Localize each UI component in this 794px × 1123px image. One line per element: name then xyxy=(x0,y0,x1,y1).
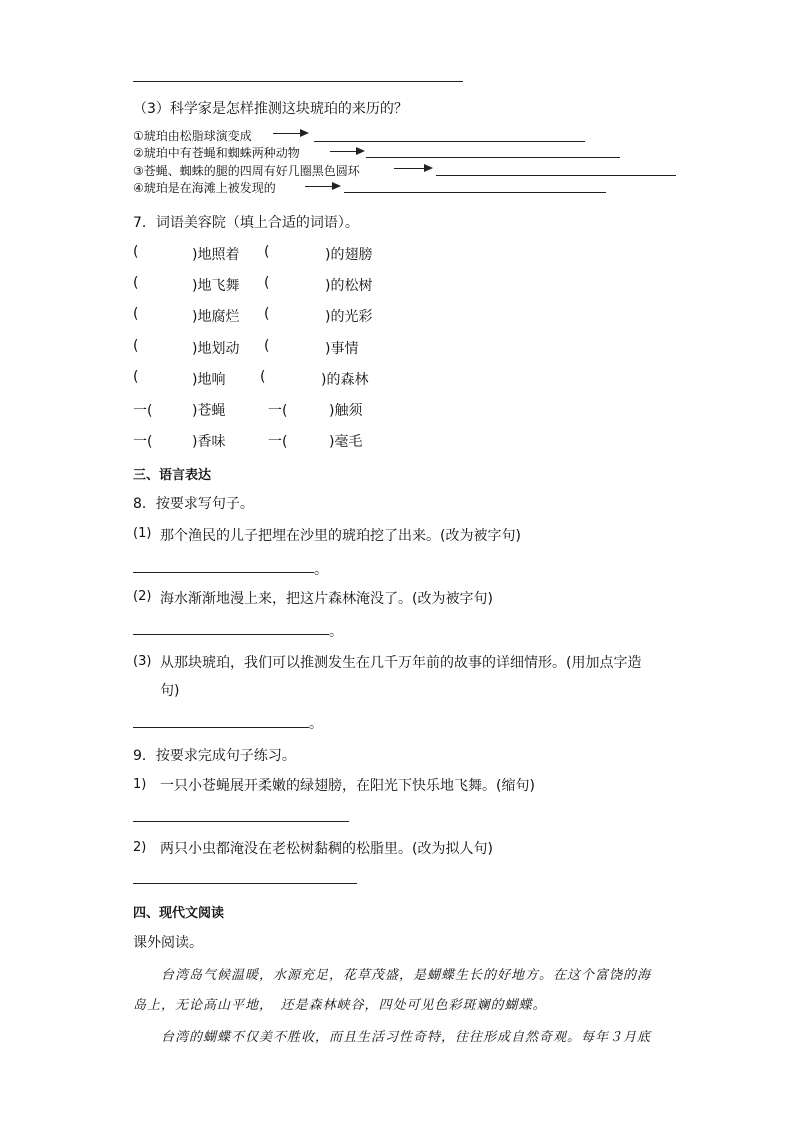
period-mark: 。 xyxy=(329,624,343,640)
reading-line-2: 岛上，无论高山平地， 还是森林峡谷，四处可见色彩斑斓的蝴蝶。 xyxy=(133,998,547,1013)
answer-line-q9-1[interactable] xyxy=(133,821,349,822)
q8-heading: 8．按要求写句子。 xyxy=(133,496,254,512)
blank-open[interactable]: ( xyxy=(260,369,266,385)
q3-item-2: ②琥珀中有苍蝇和蜘蛛两种动物 xyxy=(133,146,300,160)
answer-line-q3-2[interactable] xyxy=(366,157,620,158)
q9-item-2-num: 2) xyxy=(133,840,147,855)
word-item: )香味 xyxy=(192,434,226,450)
word-item: )毫毛 xyxy=(329,434,363,450)
word-item: )地响 xyxy=(192,372,226,388)
q8-item-1-num: (1) xyxy=(133,526,152,541)
blank-open[interactable]: 一( xyxy=(268,403,288,419)
answer-line-q8-1[interactable] xyxy=(133,572,314,573)
blank-open[interactable]: ( xyxy=(133,338,139,354)
q3-item-3: ③苍蝇、蜘蛛的腿的四周有好几圈黑色圆环 xyxy=(133,164,360,178)
q7-heading: 7．词语美容院（填上合适的词语）。 xyxy=(133,215,359,231)
arrow-icon xyxy=(330,151,363,152)
word-item: )地飞舞 xyxy=(192,278,240,294)
word-item: )的松树 xyxy=(325,278,373,294)
blank-open[interactable]: ( xyxy=(133,244,139,260)
answer-line-q8-2[interactable] xyxy=(133,634,329,635)
q9-item-1-text: 一只小苍蝇展开柔嫩的绿翅膀，在阳光下快乐地飞舞。(缩句) xyxy=(160,778,535,794)
blank-open[interactable]: ( xyxy=(264,306,270,322)
blank-open[interactable]: 一( xyxy=(268,434,288,450)
q8-item-3-num: (3) xyxy=(133,654,152,669)
blank-open[interactable]: ( xyxy=(133,275,139,291)
q3-item-4: ④琥珀是在海滩上被发现的 xyxy=(133,181,276,195)
word-item: )地腐烂 xyxy=(192,309,240,325)
word-item: )地照着 xyxy=(192,247,240,263)
q8-item-2-num: (2) xyxy=(133,589,152,604)
blank-open[interactable]: ( xyxy=(264,244,270,260)
word-item: )的森林 xyxy=(321,372,369,388)
word-item: )地划动 xyxy=(192,341,240,357)
q8-item-3-text: 从那块琥珀，我们可以推测发生在几千万年前的故事的详细情形。(用加点字造 xyxy=(160,655,642,671)
section-4-heading: 四、现代文阅读 xyxy=(133,906,225,921)
q3-item-1: ①琥珀由松脂球演变成 xyxy=(133,129,252,143)
q9-heading: 9．按要求完成句子练习。 xyxy=(133,748,296,764)
answer-line-q8-3[interactable] xyxy=(133,727,309,728)
answer-line-q3-3[interactable] xyxy=(436,175,676,176)
blank-open[interactable]: 一( xyxy=(133,403,153,419)
blank-open[interactable]: ( xyxy=(264,275,270,291)
blank-open[interactable]: 一( xyxy=(133,434,153,450)
blank-open[interactable]: ( xyxy=(264,338,270,354)
word-item: )苍蝇 xyxy=(192,403,226,419)
word-item: )的翅膀 xyxy=(325,247,373,263)
arrow-icon xyxy=(394,168,431,169)
arrow-icon xyxy=(273,133,307,134)
q9-item-1-num: 1) xyxy=(133,777,147,792)
section-3-heading: 三、语言表达 xyxy=(133,468,212,483)
arrow-icon xyxy=(305,186,339,187)
word-item: )触须 xyxy=(329,403,363,419)
q8-item-2-text: 海水渐渐地漫上来，把这片森林淹没了。(改为被字句) xyxy=(160,591,493,607)
q8-item-1-text: 那个渔民的儿子把埋在沙里的琥珀挖了出来。(改为被字句) xyxy=(160,528,521,544)
period-mark: 。 xyxy=(309,716,323,732)
answer-line-q9-2[interactable] xyxy=(133,883,357,884)
word-item: )的光彩 xyxy=(325,309,373,325)
reading-intro: 课外阅读。 xyxy=(133,935,203,951)
q8-item-3-cont: 句) xyxy=(160,683,180,699)
answer-line-top[interactable] xyxy=(133,81,463,82)
blank-open[interactable]: ( xyxy=(133,306,139,322)
q3-heading: （3）科学家是怎样推测这块琥珀的来历的？ xyxy=(133,101,408,117)
q9-item-2-text: 两只小虫都淹没在老松树黏稠的松脂里。(改为拟人句) xyxy=(160,841,493,857)
period-mark: 。 xyxy=(314,562,328,578)
reading-line-3: 台湾的蝴蝶不仅美不胜收，而且生活习性奇特，往往形成自然奇观。每年３月底 xyxy=(161,1030,652,1045)
answer-line-q3-4[interactable] xyxy=(344,192,606,193)
reading-line-1: 台湾岛气候温暖，水源充足，花草茂盛，是蝴蝶生长的好地方。在这个富饶的海 xyxy=(161,968,652,983)
word-item: )事情 xyxy=(325,341,359,357)
answer-line-q3-1[interactable] xyxy=(314,141,585,142)
blank-open[interactable]: ( xyxy=(133,369,139,385)
